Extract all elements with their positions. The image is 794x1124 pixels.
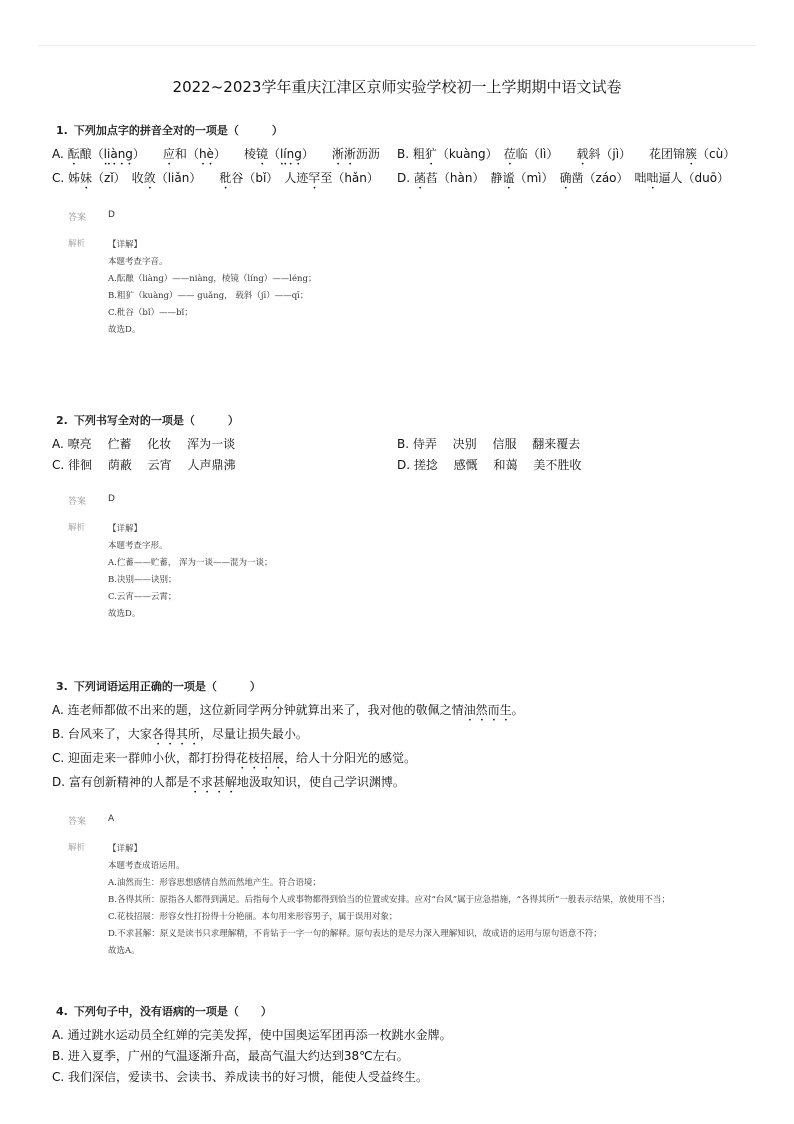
text-segment: 确	[559, 171, 572, 185]
answer-row	[68, 814, 752, 827]
text-segment: C. 姊	[52, 171, 81, 185]
text-segment: 萏（hàn） 静	[425, 171, 503, 185]
text-segment: 罕	[308, 171, 321, 185]
question-3	[52, 678, 752, 960]
text-segment: 至（hǎn）	[320, 171, 379, 185]
text-segment: 沥	[367, 147, 380, 161]
text-segment: D. 富有创新精神的人都是	[52, 775, 189, 789]
text-segment: 犷	[424, 147, 437, 161]
answer-row	[68, 210, 752, 223]
explanation	[68, 237, 752, 339]
text-segment: 下列词语运用正确的一项是（ ）	[73, 680, 261, 693]
text-segment: A.伫蓄——贮蓄， 浑为一谈——混为一谈；	[108, 558, 273, 568]
text-segment: A.酝酿（liàng）——niàng，棱镜（líng）——léng；	[108, 274, 317, 284]
text-segment: 答案	[68, 213, 87, 223]
option-b[interactable]	[52, 724, 752, 748]
text-segment: 菡	[413, 171, 426, 185]
question-stem	[56, 122, 752, 138]
answer-row	[68, 494, 752, 507]
text-segment: 斜（jì） 花团锦	[588, 147, 686, 161]
text-segment: 地汲取知识，使自己学识渊博。	[236, 775, 405, 789]
text-segment: 棱	[243, 147, 256, 161]
text-segment: 酿	[79, 147, 92, 161]
text-segment: C.秕谷（bǐ）——bǐ；	[108, 308, 193, 318]
text-segment: B. 粗	[397, 147, 425, 161]
text-segment: 谧	[502, 171, 515, 185]
question-2	[52, 412, 752, 623]
text-segment: 2.	[56, 414, 68, 427]
text-segment: 簇	[685, 147, 698, 161]
text-segment: 不求甚解	[188, 775, 237, 789]
text-segment: 下列书写全对的一项是（ ）	[73, 414, 239, 427]
option-b[interactable]: B. 进入夏季，广州的气温逐渐升高，最高气温大约达到38℃左右。	[52, 1049, 409, 1063]
top-rule	[38, 45, 756, 46]
text-segment: 解析	[68, 523, 86, 533]
text-segment: （liǎn）	[155, 171, 220, 185]
text-segment: （cù）	[697, 147, 736, 161]
question-stem	[56, 678, 752, 694]
text-segment: D	[108, 494, 115, 504]
page-title: 2022~2023学年重庆江津区京师实验学校初一上学期期中语文试卷	[172, 78, 622, 96]
text-segment: D.不求甚解：原义是读书只求理解精，不肯钻于一字一句的解释。原句表达的是尽力深入理解知识，故成语的运用与原句语意不符；	[108, 929, 602, 939]
text-segment: 载	[576, 147, 589, 161]
text-segment: 答案	[68, 497, 87, 507]
option-c[interactable]: C. 徘徊 荫蔽 云宵 人声鼎沸	[52, 458, 236, 472]
text-segment: 本题考查成语运用。	[108, 861, 185, 871]
question-1	[52, 122, 752, 339]
option-c[interactable]: C. 我们深信，爱读书、会读书、养成读书的好习惯，能使人受益终生。	[52, 1070, 429, 1084]
text-segment: 4.	[56, 1005, 68, 1018]
option-a[interactable]: A. 通过跳水运动员全红婵的完美发挥，使中国奥运军团再添一枚跳水金牌。	[52, 1028, 452, 1042]
text-segment: C.花枝招展：形容女性打扮得十分艳丽。本句用来形容男子，属于误用对象；	[108, 912, 398, 922]
text-segment: A.油然而生：形容思想感情自然而然地产生。符合语境；	[108, 878, 321, 888]
text-segment: 逼人（duō）	[658, 171, 730, 185]
text-segment: 【详解】	[108, 524, 143, 534]
explanation	[68, 841, 752, 960]
text-segment: B. 台风来了，大家	[52, 727, 152, 741]
text-segment: A. 连老师都做不出来的题，这位新同学两分钟就算出来了，我对他的敬佩之情	[52, 703, 464, 717]
text-segment: D	[108, 210, 115, 220]
option-b[interactable]	[397, 144, 752, 168]
text-segment: （zǐ） 收	[92, 171, 144, 185]
text-segment: 和	[174, 147, 187, 161]
text-segment: 本题考查字形。	[108, 541, 168, 551]
text-segment: 。	[511, 703, 524, 717]
text-segment: C.云宵——云霄；	[108, 592, 177, 602]
text-segment: 沥	[355, 147, 368, 161]
text-segment: 妹	[80, 171, 93, 185]
text-segment: （hè）	[186, 147, 244, 161]
text-segment: 临（lì）	[515, 147, 577, 161]
option-c[interactable]	[52, 748, 752, 772]
text-segment: ，尽量让损失最小。	[199, 727, 308, 741]
text-segment: 凿（záo） 咄	[571, 171, 647, 185]
text-segment: 本题考查字音。	[108, 257, 168, 267]
text-segment: 谷（bǐ） 人迹	[231, 171, 309, 185]
text-segment: ，给人十分阳光的感觉。	[284, 751, 417, 765]
text-segment: 解析	[68, 843, 86, 853]
option-a[interactable]: A. 嘹亮 伫蓄 化妆 浑为一谈	[52, 437, 236, 451]
text-segment: 酝	[67, 147, 80, 161]
option-a[interactable]	[52, 700, 752, 724]
question-stem	[56, 412, 752, 428]
text-segment: A.	[52, 147, 68, 161]
text-segment: 1.	[56, 124, 68, 137]
text-segment: 莅	[503, 147, 516, 161]
question-stem	[56, 1003, 752, 1019]
text-segment: 故选D。	[108, 325, 141, 335]
text-segment: 解析	[68, 239, 86, 249]
text-segment: 【详解】	[108, 844, 143, 854]
text-segment: B.粗犷（kuàng）—— guǎng， 载斜（jī）——qī；	[108, 291, 309, 301]
text-segment: 各得其所	[151, 727, 200, 741]
text-segment: 镜（líng） 淅淅	[255, 147, 356, 161]
option-b[interactable]: B. 侍弄 决别 信服 翻来覆去	[397, 437, 581, 451]
text-segment: 【详解】	[108, 240, 143, 250]
explanation	[68, 521, 752, 623]
text-segment: （kuàng）	[436, 147, 504, 161]
text-segment: 秕	[219, 171, 232, 185]
text-segment: 咄	[646, 171, 659, 185]
option-d[interactable]	[397, 168, 752, 192]
option-a[interactable]	[52, 144, 397, 168]
text-segment: C. 迎面走来一群帅小伙，都打扮得	[52, 751, 237, 765]
question-4	[52, 1003, 752, 1088]
text-segment: 敛	[143, 171, 156, 185]
text-segment: B.各得其所：原指各人都得到满足。后指每个人或事物都得到恰当的位置或安排。应对“台风”属于应急措施，“各得其所”一般表示结果，放使用不当；	[108, 895, 670, 905]
text-segment: B.决别——诀别；	[108, 575, 177, 585]
text-segment: 花枝招展	[236, 751, 285, 765]
text-segment: （mì）	[514, 171, 560, 185]
text-segment: 3.	[56, 680, 68, 693]
option-d[interactable]	[52, 772, 752, 796]
option-c[interactable]	[52, 168, 397, 192]
text-segment: 答案	[68, 817, 87, 827]
text-segment: 下列加点字的拼音全对的一项是（ ）	[73, 124, 283, 137]
text-segment: 故选A。	[108, 946, 140, 956]
text-segment: 下列句子中，没有语病的一项是（ ）	[73, 1005, 272, 1018]
text-segment: A	[108, 814, 115, 824]
option-d[interactable]: D. 搓捻 感慨 和蔼 美不胜收	[397, 458, 582, 472]
text-segment: 油然而生	[463, 703, 512, 717]
text-segment: （liàng） 应	[91, 147, 175, 161]
text-segment: 故选D。	[108, 609, 141, 619]
text-segment: D.	[397, 171, 414, 185]
